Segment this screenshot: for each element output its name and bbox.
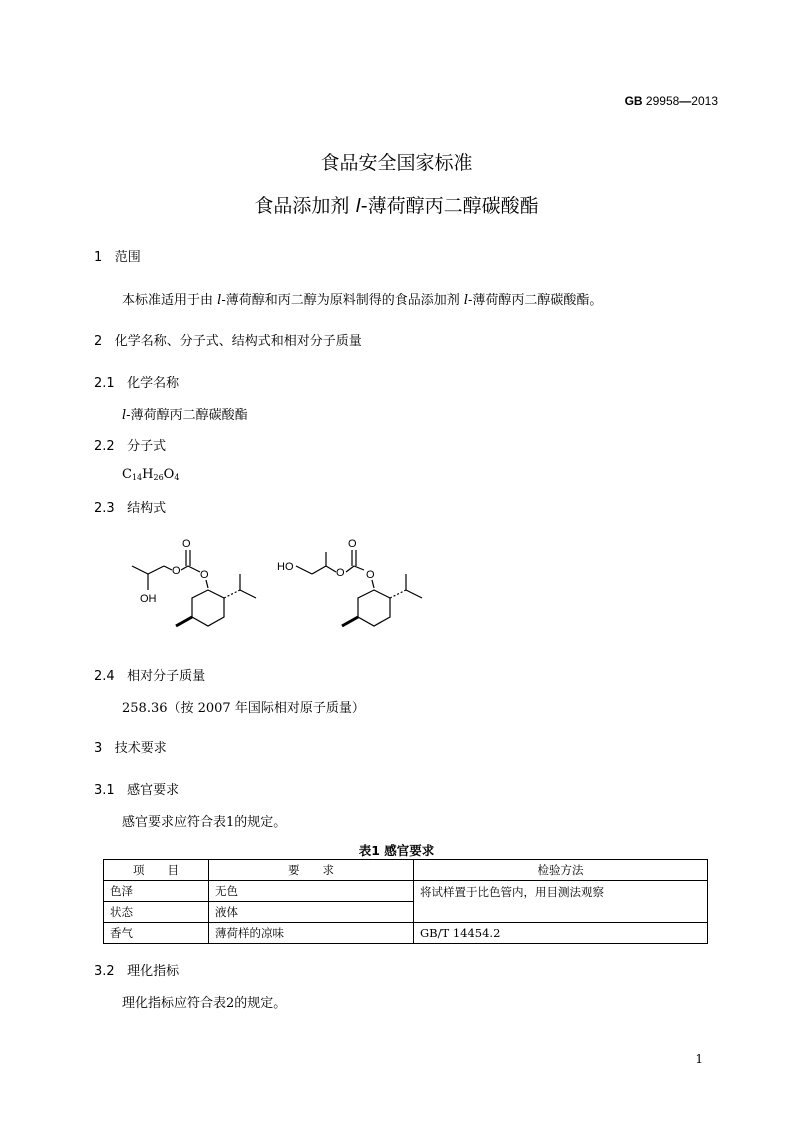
- cell-item: 色泽: [104, 881, 209, 902]
- ester-oxygen-label: O: [172, 565, 181, 577]
- section-2-4-heading: 2.4 相对分子质量: [94, 669, 206, 684]
- page-number: 1: [695, 1052, 703, 1066]
- cell-requirement: 液体: [209, 902, 414, 923]
- section-3-1-text: 感官要求应符合表1的规定。: [122, 815, 287, 830]
- section-2-heading: 2 化学名称、分子式、结构式和相对分子质量: [94, 334, 362, 349]
- table-1-caption: 表1 感官要求: [358, 843, 435, 858]
- section-1-text: 本标准适用于由 l-薄荷醇和丙二醇为原料制得的食品添加剂 l-薄荷醇丙二醇碳酸酯。: [122, 293, 603, 308]
- hydroxyl-label-2: HO: [277, 561, 294, 573]
- structural-formula: [120, 530, 440, 640]
- section-3-1-heading: 3.1 感官要求: [94, 783, 180, 798]
- cell-item: 状态: [104, 902, 209, 923]
- carbonyl-oxygen-label-2: O: [348, 538, 357, 550]
- ester-oxygen-label-2: O: [336, 567, 345, 579]
- cell-requirement: 薄荷样的凉味: [209, 923, 414, 944]
- cell-method-shared: 将试样置于比色管内，用目测法观察: [414, 881, 708, 923]
- section-2-1-heading: 2.1 化学名称: [94, 376, 180, 391]
- chemical-name: l-薄荷醇丙二醇碳酸酯: [122, 408, 248, 423]
- table-row: [104, 923, 708, 944]
- carbonyl-oxygen-label: O: [182, 538, 191, 550]
- molecular-formula: $C_{14}H_{26}O_4$: [122, 467, 180, 482]
- header-item: 项 目: [104, 860, 209, 881]
- ring-oxygen-label: O: [200, 569, 209, 581]
- isomer-1: [132, 550, 256, 626]
- isomer-2: [296, 550, 422, 626]
- table-row: [104, 881, 708, 902]
- cell-method: GB/T 14454.2: [414, 923, 708, 944]
- molecular-weight: 258.36（按 2007 年国际相对原子质量）: [122, 701, 365, 716]
- doc-subtitle: 食品添加剂 l-薄荷醇丙二醇碳酸酯: [254, 195, 539, 217]
- header-method: 检验方法: [414, 860, 708, 881]
- ring-oxygen-label-2: O: [366, 569, 375, 581]
- header-requirement: 要 求: [209, 860, 414, 881]
- section-2-2-heading: 2.2 分子式: [94, 439, 167, 454]
- section-3-heading: 3 技术要求: [94, 741, 167, 756]
- section-2-3-heading: 2.3 结构式: [94, 501, 167, 516]
- section-3-2-text: 理化指标应符合表2的规定。: [122, 996, 287, 1011]
- section-1-heading: 1 范围: [94, 250, 141, 265]
- doc-title: 食品安全国家标准: [320, 152, 473, 174]
- section-3-2-heading: 3.2 理化指标: [94, 964, 180, 979]
- standard-number: GB 29958—2013: [624, 94, 718, 108]
- cell-item: 香气: [104, 923, 209, 944]
- table-header-row: [104, 860, 708, 881]
- cell-requirement: 无色: [209, 881, 414, 902]
- hydroxyl-label: OH: [140, 593, 157, 605]
- sensory-requirements-table: [103, 859, 708, 944]
